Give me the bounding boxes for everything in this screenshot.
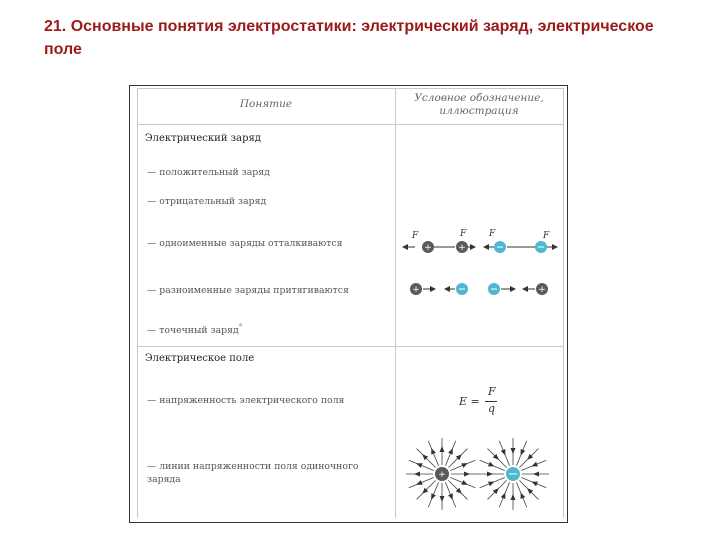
like-charges-positive — [403, 241, 475, 253]
field-line-arrow — [487, 472, 493, 477]
item-positive-charge: — положительный заряд — [147, 167, 270, 178]
field-line-arrow — [501, 449, 506, 455]
unlike-charges-pair-2 — [488, 283, 548, 295]
field-line-arrow — [461, 480, 467, 485]
field-line-arrow — [521, 492, 526, 498]
section-title-field: Электрическое поле — [145, 353, 255, 364]
field-line-arrow — [531, 482, 537, 487]
field-line-arrow — [448, 493, 453, 499]
field-line-arrow — [431, 448, 436, 454]
field-line-arrow — [440, 496, 445, 502]
field-line-arrow — [461, 463, 467, 468]
svg-text:+: + — [438, 470, 446, 480]
field-line-arrow — [531, 462, 537, 467]
svg-text:+: + — [458, 243, 466, 253]
item-point-charge-label: — точечный заряд — [147, 325, 239, 337]
unlike-charges-pair-1 — [410, 283, 468, 295]
point-charge-mark: ° — [238, 323, 243, 331]
field-line-arrow — [511, 448, 516, 454]
item-unlike-attract: — разноименные заряды притягиваются — [147, 285, 349, 296]
force-label-2: F — [460, 229, 467, 239]
item-field-lines: — линии напряженности поля одиночного заряда — [147, 461, 359, 485]
field-line-arrow — [416, 480, 422, 485]
item-like-repel: — одноименные заряды отталкиваются — [147, 238, 343, 249]
field-line-arrow — [488, 462, 494, 467]
header-concept: Понятие — [239, 98, 293, 110]
like-charges-negative — [484, 241, 557, 253]
svg-text:+: + — [412, 285, 420, 295]
item-field-strength: — напряженность электрического поля — [147, 395, 345, 406]
force-label-1: F — [412, 231, 419, 241]
item-negative-charge: — отрицательный заряд — [147, 196, 267, 207]
concept-table — [137, 88, 564, 518]
field-line-arrow — [448, 448, 453, 454]
field-line-arrow — [414, 472, 420, 477]
field-line-arrow — [533, 472, 539, 477]
formula-denominator: q — [488, 402, 496, 415]
field-line-arrow — [416, 463, 422, 468]
field-line-arrow — [521, 449, 526, 455]
header-notation: Условное обозначение, иллюстрация — [414, 92, 544, 117]
slide-title: 21. Основные понятия электростатики: электрический заряд, электрическое поле — [44, 18, 654, 58]
field-line-arrow — [511, 494, 516, 500]
formula-numerator: F — [488, 385, 496, 398]
field-line-arrow — [440, 446, 445, 452]
field-line-arrow — [488, 482, 494, 487]
section-title-charge: Электрический заряд — [145, 133, 261, 144]
field-line-arrow — [431, 493, 436, 499]
force-label-4: F — [543, 231, 550, 241]
force-label-3: F — [489, 229, 496, 239]
svg-text:+: + — [424, 243, 432, 253]
svg-text:+: + — [538, 285, 546, 295]
field-line-arrow — [464, 472, 470, 477]
illustrations — [137, 88, 564, 518]
field-line-arrow — [501, 492, 506, 498]
formula-lhs: E = — [459, 395, 480, 408]
